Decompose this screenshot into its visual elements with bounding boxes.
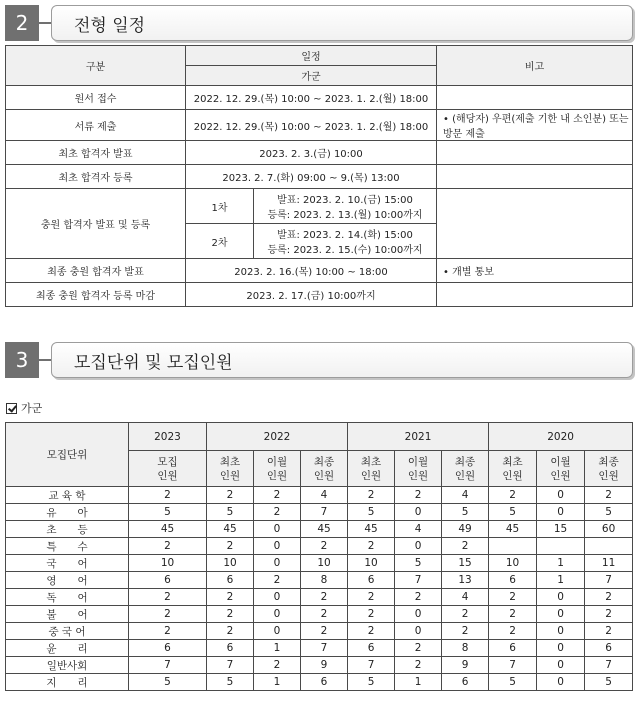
count-cell: 2 (207, 606, 254, 623)
count-cell: 2 (395, 657, 442, 674)
year-header: 2022 (207, 423, 348, 451)
sub-header: 최초 인원 (348, 451, 395, 487)
count-cell: 5 (489, 674, 537, 691)
count-cell (585, 538, 633, 555)
count-cell: 2 (254, 504, 301, 521)
count-cell: 2 (489, 606, 537, 623)
count-cell: 0 (395, 538, 442, 555)
count-cell: 2 (301, 538, 348, 555)
count-cell: 5 (129, 504, 207, 521)
register-date: 등록: 2023. 2. 13.(월) 10:00까지 (267, 210, 423, 221)
count-cell: 9 (442, 657, 489, 674)
group-label (6, 400, 42, 416)
count-cell: 13 (442, 572, 489, 589)
count-cell: 4 (442, 487, 489, 504)
count-cell: 5 (442, 504, 489, 521)
announce-date: 발표: 2023. 2. 10.(금) 15:00 (277, 195, 413, 206)
count-cell: 0 (537, 657, 585, 674)
group-label-text: 가군 (21, 402, 43, 415)
count-cell: 0 (537, 606, 585, 623)
schedule-table (5, 45, 633, 307)
count-cell: 5 (207, 674, 254, 691)
count-cell: 2 (207, 589, 254, 606)
table-row (6, 572, 633, 589)
table-row (6, 538, 633, 555)
table-row (6, 555, 633, 572)
count-cell: 45 (301, 521, 348, 538)
count-cell: 0 (537, 504, 585, 521)
count-cell: 7 (395, 572, 442, 589)
count-cell: 10 (207, 555, 254, 572)
count-cell: 15 (442, 555, 489, 572)
count-cell: 8 (442, 640, 489, 657)
table-row (6, 623, 633, 640)
count-cell: 9 (301, 657, 348, 674)
count-cell: 0 (254, 623, 301, 640)
year-header: 2020 (489, 423, 633, 451)
row-date: 2022. 12. 29.(목) 10:00 ~ 2023. 1. 2.(월) 18:00 (186, 110, 437, 141)
unit-name: 중 국 어 (6, 623, 129, 640)
count-cell: 10 (129, 555, 207, 572)
count-cell: 1 (537, 555, 585, 572)
table-row (6, 86, 633, 110)
unit-name: 영 어 (6, 572, 129, 589)
unit-name: 초 등 (6, 521, 129, 538)
table-row (6, 487, 633, 504)
table-row (6, 640, 633, 657)
table-row (6, 141, 633, 165)
count-cell: 2 (129, 606, 207, 623)
count-cell: 2 (301, 589, 348, 606)
note-text: • 개별 통보 (443, 267, 494, 278)
row-date: 2022. 12. 29.(목) 10:00 ~ 2023. 1. 2.(월) 18:00 (186, 86, 437, 110)
count-cell: 7 (207, 657, 254, 674)
sub-header: 이월 인원 (537, 451, 585, 487)
count-cell: 7 (301, 504, 348, 521)
count-cell: 7 (348, 657, 395, 674)
table-row (6, 589, 633, 606)
count-cell: 10 (301, 555, 348, 572)
unit-name: 일반사회 (6, 657, 129, 674)
note-text: • (해당자) 우편(제출 기한 내 소인분) 또는 방문 제출 (443, 114, 628, 140)
count-cell: 2 (585, 589, 633, 606)
year-header: 2021 (348, 423, 489, 451)
row-note (437, 283, 633, 307)
count-cell: 10 (348, 555, 395, 572)
count-cell: 49 (442, 521, 489, 538)
table-row (6, 110, 633, 141)
count-cell: 1 (254, 640, 301, 657)
count-cell: 2 (395, 487, 442, 504)
count-cell: 0 (395, 606, 442, 623)
row-date: 2023. 2. 7.(화) 09:00 ~ 9.(목) 13:00 (186, 165, 437, 189)
count-cell: 10 (489, 555, 537, 572)
count-cell: 1 (395, 674, 442, 691)
count-cell: 7 (489, 657, 537, 674)
announce-date: 발표: 2023. 2. 14.(화) 15:00 (277, 230, 413, 241)
count-cell (537, 538, 585, 555)
count-cell: 2 (585, 606, 633, 623)
count-cell: 2 (207, 623, 254, 640)
sub-header: 이월 인원 (254, 451, 301, 487)
count-cell: 0 (254, 538, 301, 555)
unit-name: 유 아 (6, 504, 129, 521)
count-cell: 6 (348, 572, 395, 589)
count-cell: 0 (537, 674, 585, 691)
count-cell: 7 (301, 640, 348, 657)
table-row (6, 283, 633, 307)
count-cell: 2 (585, 623, 633, 640)
count-cell: 2 (348, 606, 395, 623)
round-label: 1차 (186, 189, 254, 224)
count-cell: 5 (395, 555, 442, 572)
count-cell: 0 (537, 589, 585, 606)
sub-header: 이월 인원 (395, 451, 442, 487)
row-note (437, 86, 633, 110)
row-note (437, 189, 633, 259)
count-cell: 0 (254, 606, 301, 623)
count-cell: 7 (585, 657, 633, 674)
count-cell: 4 (395, 521, 442, 538)
count-cell: 6 (442, 674, 489, 691)
unit-name: 윤 리 (6, 640, 129, 657)
count-cell: 6 (348, 640, 395, 657)
count-cell: 2 (129, 589, 207, 606)
count-cell: 45 (129, 521, 207, 538)
count-cell: 6 (301, 674, 348, 691)
table-row (6, 165, 633, 189)
count-cell: 6 (489, 640, 537, 657)
count-cell: 45 (348, 521, 395, 538)
unit-name: 특 수 (6, 538, 129, 555)
count-cell: 1 (537, 572, 585, 589)
count-cell: 2 (348, 487, 395, 504)
row-label: 최종 충원 합격자 발표 (6, 259, 186, 283)
count-cell: 2 (489, 487, 537, 504)
unit-name: 지 리 (6, 674, 129, 691)
sub-header: 최초 인원 (207, 451, 254, 487)
count-cell: 5 (585, 504, 633, 521)
schedule-header-schedule: 일정 (186, 46, 437, 66)
table-row (6, 259, 633, 283)
count-cell: 0 (537, 487, 585, 504)
sub-header: 최종 인원 (442, 451, 489, 487)
table-row (6, 189, 633, 224)
count-cell: 4 (301, 487, 348, 504)
count-cell: 6 (129, 640, 207, 657)
sub-header: 모집 인원 (129, 451, 207, 487)
count-cell: 6 (489, 572, 537, 589)
row-label: 최종 충원 합격자 등록 마감 (6, 283, 186, 307)
section-number: 3 (5, 342, 39, 378)
row-label: 충원 합격자 발표 및 등록 (6, 189, 186, 259)
count-cell: 2 (489, 589, 537, 606)
row-note (437, 141, 633, 165)
count-cell: 7 (129, 657, 207, 674)
count-cell: 0 (254, 555, 301, 572)
count-cell: 2 (348, 623, 395, 640)
count-cell: 0 (537, 640, 585, 657)
count-cell: 6 (207, 640, 254, 657)
count-cell: 2 (489, 623, 537, 640)
count-cell: 2 (442, 623, 489, 640)
table-row (6, 606, 633, 623)
recruitment-table (5, 422, 633, 691)
round-dates (254, 224, 437, 259)
schedule-header-group: 가군 (186, 66, 437, 86)
table-row (6, 674, 633, 691)
count-cell: 6 (207, 572, 254, 589)
count-cell: 2 (129, 623, 207, 640)
count-cell (489, 538, 537, 555)
row-note (437, 259, 633, 283)
row-note (437, 110, 633, 141)
row-date: 2023. 2. 3.(금) 10:00 (186, 141, 437, 165)
unit-header: 모집단위 (6, 423, 129, 487)
count-cell: 45 (207, 521, 254, 538)
count-cell: 5 (207, 504, 254, 521)
row-label: 원서 접수 (6, 86, 186, 110)
row-date: 2023. 2. 16.(목) 10:00 ~ 18:00 (186, 259, 437, 283)
count-cell: 2 (395, 589, 442, 606)
table-row (6, 504, 633, 521)
count-cell: 6 (129, 572, 207, 589)
count-cell: 2 (129, 538, 207, 555)
count-cell: 2 (254, 487, 301, 504)
unit-name: 교 육 학 (6, 487, 129, 504)
count-cell: 2 (254, 572, 301, 589)
count-cell: 0 (395, 623, 442, 640)
row-note (437, 165, 633, 189)
count-cell: 7 (585, 572, 633, 589)
schedule-header-note: 비고 (437, 46, 633, 86)
count-cell: 2 (442, 538, 489, 555)
count-cell: 11 (585, 555, 633, 572)
count-cell: 2 (395, 640, 442, 657)
count-cell: 4 (442, 589, 489, 606)
count-cell: 2 (348, 538, 395, 555)
table-row (6, 521, 633, 538)
round-dates (254, 189, 437, 224)
count-cell: 1 (254, 674, 301, 691)
sub-header: 최종 인원 (301, 451, 348, 487)
table-row (6, 657, 633, 674)
section-title: 모집단위 및 모집인원 (51, 342, 633, 378)
row-label: 최초 합격자 등록 (6, 165, 186, 189)
count-cell: 60 (585, 521, 633, 538)
row-label: 서류 제출 (6, 110, 186, 141)
count-cell: 5 (348, 504, 395, 521)
sub-header: 최종 인원 (585, 451, 633, 487)
row-label: 최초 합격자 발표 (6, 141, 186, 165)
sub-header: 최초 인원 (489, 451, 537, 487)
section-connector (39, 22, 51, 24)
section-2-header (5, 5, 633, 41)
count-cell: 0 (537, 623, 585, 640)
count-cell: 2 (348, 589, 395, 606)
count-cell: 2 (301, 606, 348, 623)
checkbox-icon (6, 403, 17, 414)
count-cell: 2 (585, 487, 633, 504)
unit-name: 불 어 (6, 606, 129, 623)
unit-name: 독 어 (6, 589, 129, 606)
row-date: 2023. 2. 17.(금) 10:00까지 (186, 283, 437, 307)
count-cell: 15 (537, 521, 585, 538)
register-date: 등록: 2023. 2. 15.(수) 10:00까지 (267, 245, 423, 256)
count-cell: 5 (585, 674, 633, 691)
count-cell: 2 (207, 487, 254, 504)
count-cell: 0 (254, 589, 301, 606)
count-cell: 8 (301, 572, 348, 589)
count-cell: 2 (254, 657, 301, 674)
count-cell: 0 (395, 504, 442, 521)
count-cell: 0 (254, 521, 301, 538)
section-3-header (5, 342, 633, 378)
section-title: 전형 일정 (51, 5, 633, 41)
count-cell: 2 (129, 487, 207, 504)
schedule-header-category: 구분 (6, 46, 186, 86)
section-number: 2 (5, 5, 39, 41)
count-cell: 2 (301, 623, 348, 640)
unit-name: 국 어 (6, 555, 129, 572)
count-cell: 5 (489, 504, 537, 521)
section-connector (39, 359, 51, 361)
count-cell: 2 (442, 606, 489, 623)
round-label: 2차 (186, 224, 254, 259)
count-cell: 2 (207, 538, 254, 555)
count-cell: 5 (129, 674, 207, 691)
year-header: 2023 (129, 423, 207, 451)
count-cell: 5 (348, 674, 395, 691)
count-cell: 45 (489, 521, 537, 538)
count-cell: 6 (585, 640, 633, 657)
